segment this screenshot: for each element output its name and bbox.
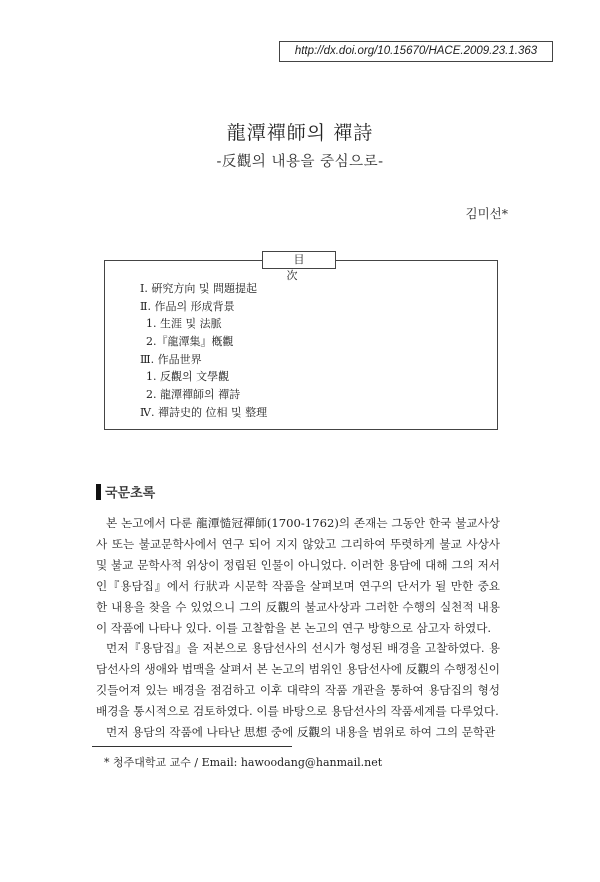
abstract-heading-label: 국문초록 [105,486,156,501]
toc-item: Ⅰ. 硏究方向 및 問題提起 [140,282,257,295]
toc-item: Ⅲ. 作品世界 [140,352,202,366]
toc-item: Ⅳ. 禪詩史的 位相 및 整理 [140,405,268,419]
toc-item: 2.『龍潭集』槪觀 [146,335,234,349]
footnote-divider [92,746,292,747]
author-name: 김미선* [465,206,508,221]
doi-link[interactable]: http://dx.doi.org/10.15670/HACE.2009.23.1.363 [279,41,553,62]
abstract-paragraph: 먼저 용담의 작품에 나타난 思想 중에 反觀의 내용을 범위로 하여 그의 문학관 [106,725,496,740]
abstract-body [96,513,500,743]
toc-item: 1. 反觀의 文學觀 [146,370,230,384]
abstract-heading [96,482,155,501]
abstract-paragraph: 먼저『용담집』을 저본으로 용담선사의 선시가 형성된 배경을 고찰하였다. 용담선사의 생애와 법맥을 살펴서 본 논고의 범위인 용담선사에 反觀의 수행정신이 깃들어져 있는 배경을 점검하고 이후 대략의 작품 개관을 통하여 용담집의 형성배경을 통시적으로 검토하였다. 이를 바탕으로 용담선사의 작품세계를 다루었다. [96,641,500,719]
toc-item: 2. 龍潭禪師의 禪詩 [146,388,241,402]
paper-subtitle: -反觀의 내용을 중심으로- [216,154,384,170]
footnote: * 청주대학교 교수 / Email: hawoodang@hanmail.net [104,756,383,769]
paper-title: 龍潭禪師의 禪詩 [226,122,374,144]
toc-list [140,280,267,422]
abstract-paragraph: 본 논고에서 다룬 龍潭慥冠禪師(1700-1762)의 존재는 그동안 한국 불교사상사 또는 불교문학사에서 연구 되어 지지 않았고 그리하여 뚜렷하게 불교 사상사 및 불교 문학사적 위상이 정립된 인물이 아니었다. 이러한 용담에 대해 그의 저서인『용담집』에서 行狀과 시문학 작품을 살펴보며 연구의 단서가 될 만한 중요한 내용을 찾을 수 있었으니 그의 反觀의 불교사상과 그러한 수행의 실천적 내용이 작품에 나타나 있다. 이를 고찰함을 본 논고의 연구 방향으로 삼고자 하였다. [96,516,500,635]
heading-bar [96,484,101,500]
toc-item: Ⅱ. 作品의 形成背景 [140,299,235,313]
toc-header: 目 次 [262,251,336,269]
toc-item: 1. 生涯 및 法脈 [146,317,222,331]
